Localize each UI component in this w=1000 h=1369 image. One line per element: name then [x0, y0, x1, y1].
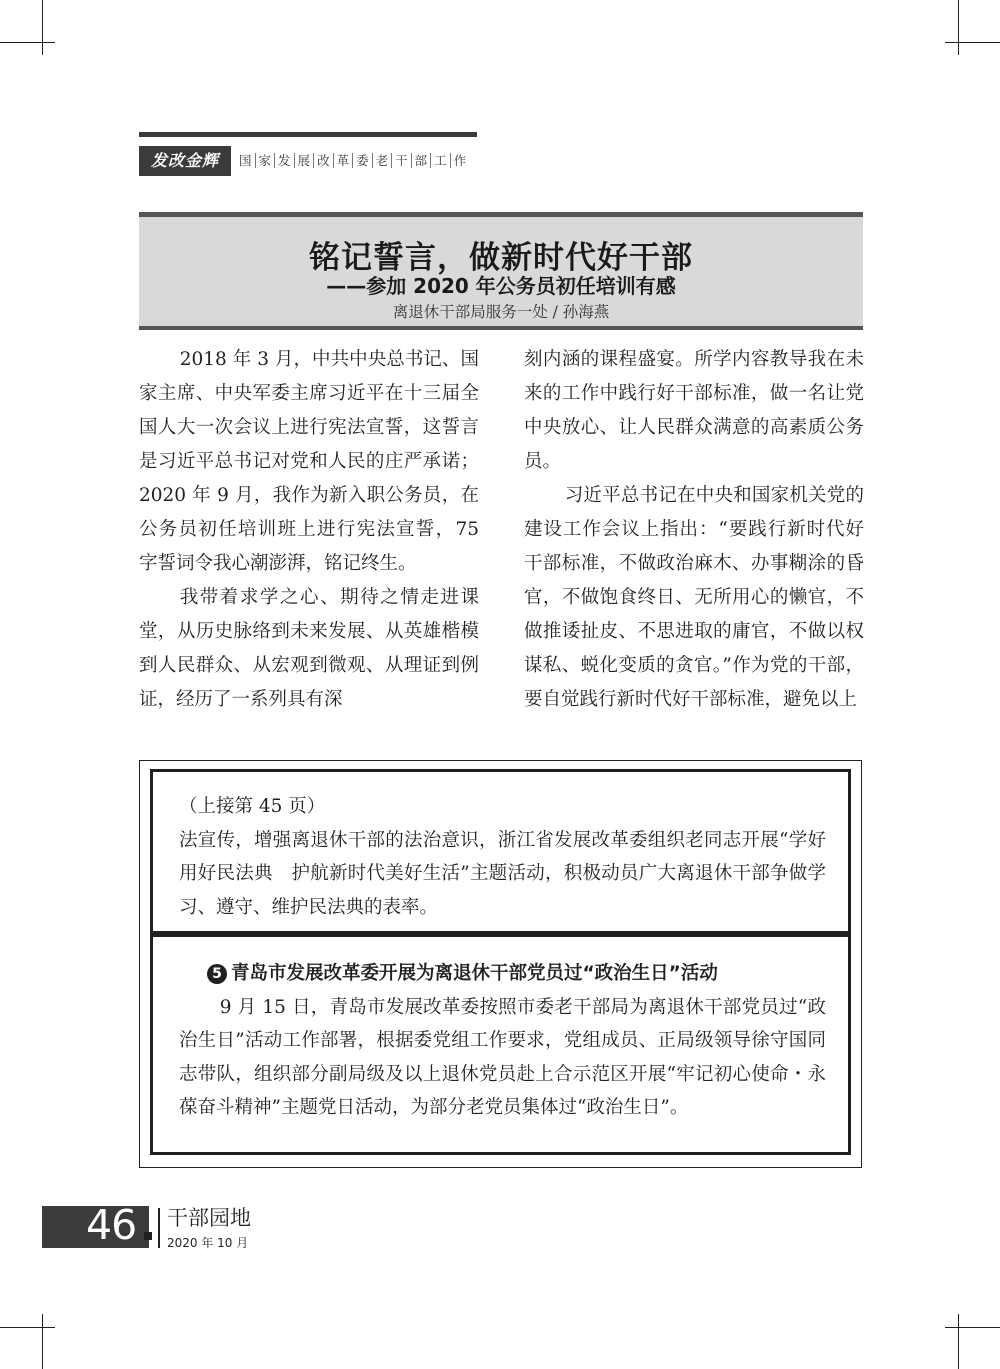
page-number-dot: [144, 1232, 152, 1240]
paragraph: 法宣传，增强离退休干部的法治意识，浙江省发展改革委组织老同志开展“学好用好民法典 护航新时代美好生活”主题活动，积极动员广大离退休干部争做学习、遵守、维护民法典的表率。: [179, 829, 826, 918]
paragraph: 9 月 15 日，青岛市发展改革委按照市委老干部局为离退休干部党员过“政治生日”活动工作部署，根据委党组工作要求，党组成员、正局级领导徐守国同志带队，组织部分副局级及以上退休党员赴上合示范区开展“牢记初心使命・永葆奋斗精神”主题党日活动，为部分老党员集体过“政治生日”。: [179, 996, 826, 1118]
header-char: 改: [313, 153, 333, 168]
header-char: 干: [391, 153, 411, 168]
header-char: 发: [274, 153, 294, 168]
page-number: 46: [86, 1201, 137, 1249]
column-tag: 发改金辉: [139, 146, 231, 176]
crop-mark: [958, 1314, 959, 1369]
crop-mark: [0, 1327, 55, 1328]
header-rule: [139, 132, 477, 137]
crop-mark: [958, 0, 959, 55]
news-item-content: [179, 957, 826, 1125]
paragraph: 刻内涵的课程盛宴。所学内容教导我在未来的工作中践行好干部标准，做一名让党中央放心、让人民群众满意的高素质公务员。: [524, 349, 864, 472]
article-title-box: [139, 212, 863, 330]
item-number-badge: 5: [207, 964, 227, 984]
header-char: 工: [430, 153, 450, 168]
crop-mark: [0, 42, 55, 43]
continued-news-box: [150, 769, 851, 934]
header-char: 作: [450, 153, 470, 168]
crop-mark: [945, 42, 1000, 43]
crop-mark: [42, 1314, 43, 1369]
header-char: 国: [239, 153, 252, 168]
header-char: 委: [352, 153, 372, 168]
paragraph: 习近平总书记在中央和国家机关党的建设工作会议上指出：“要践行新时代好干部标准，不做政治麻木、办事糊涂的昏官，不做饱食终日、无所用心的懒官，不做推诿扯皮、不思进取的庸官，不做以权谋私、蜕化变质的贪官。”作为党的干部，要自觉践行新时代好干部标准，避免以上: [524, 485, 864, 710]
news-item-box: [150, 934, 851, 1155]
news-item-title-text: 青岛市发展改革委开展为离退休干部党员过“政治生日”活动: [231, 963, 718, 984]
article-author: 离退休干部局服务一处 / 孙海燕: [392, 303, 610, 321]
header-char: 老: [372, 153, 392, 168]
article-subtitle: ——参加 2020 年公务员初任培训有感: [326, 274, 676, 298]
header-char: 展: [294, 153, 314, 168]
magazine-name: 干部园地: [167, 1206, 251, 1230]
left-column: [139, 343, 479, 717]
crop-mark: [42, 0, 43, 55]
continued-label: （上接第 45 页）: [179, 796, 326, 817]
header-char: 部: [411, 153, 431, 168]
paragraph: 2018 年 3 月，中共中央总书记、国家主席、中央军委主席习近平在十三届全国人大一次会议上进行宪法宣誓，这誓言是习近平总书记对党和人民的庄严承诺；2020 年 9 月，我作为新入职公务员，在公务员初任培训班上进行宪法宣誓，75 字誓词令我心潮澎湃，铭记终生。: [139, 349, 479, 574]
header-subtitle: [239, 153, 469, 168]
header-char: 革: [333, 153, 353, 168]
paragraph: 我带着求学之心、期待之情走进课堂，从历史脉络到未来发展、从英雄楷模到人民群众、从宏观到微观、从理证到例证，经历了一系列具有深: [139, 587, 479, 710]
crop-mark: [945, 1327, 1000, 1328]
issue-date: 2020 年 10 月: [167, 1236, 249, 1250]
continued-news-text: [179, 790, 826, 924]
footer-divider: [158, 1208, 160, 1248]
article-title: 铭记誓言，做新时代好干部: [309, 240, 693, 276]
header-char: 家: [255, 153, 275, 168]
right-column: [524, 343, 864, 717]
news-item-title: [179, 957, 826, 991]
